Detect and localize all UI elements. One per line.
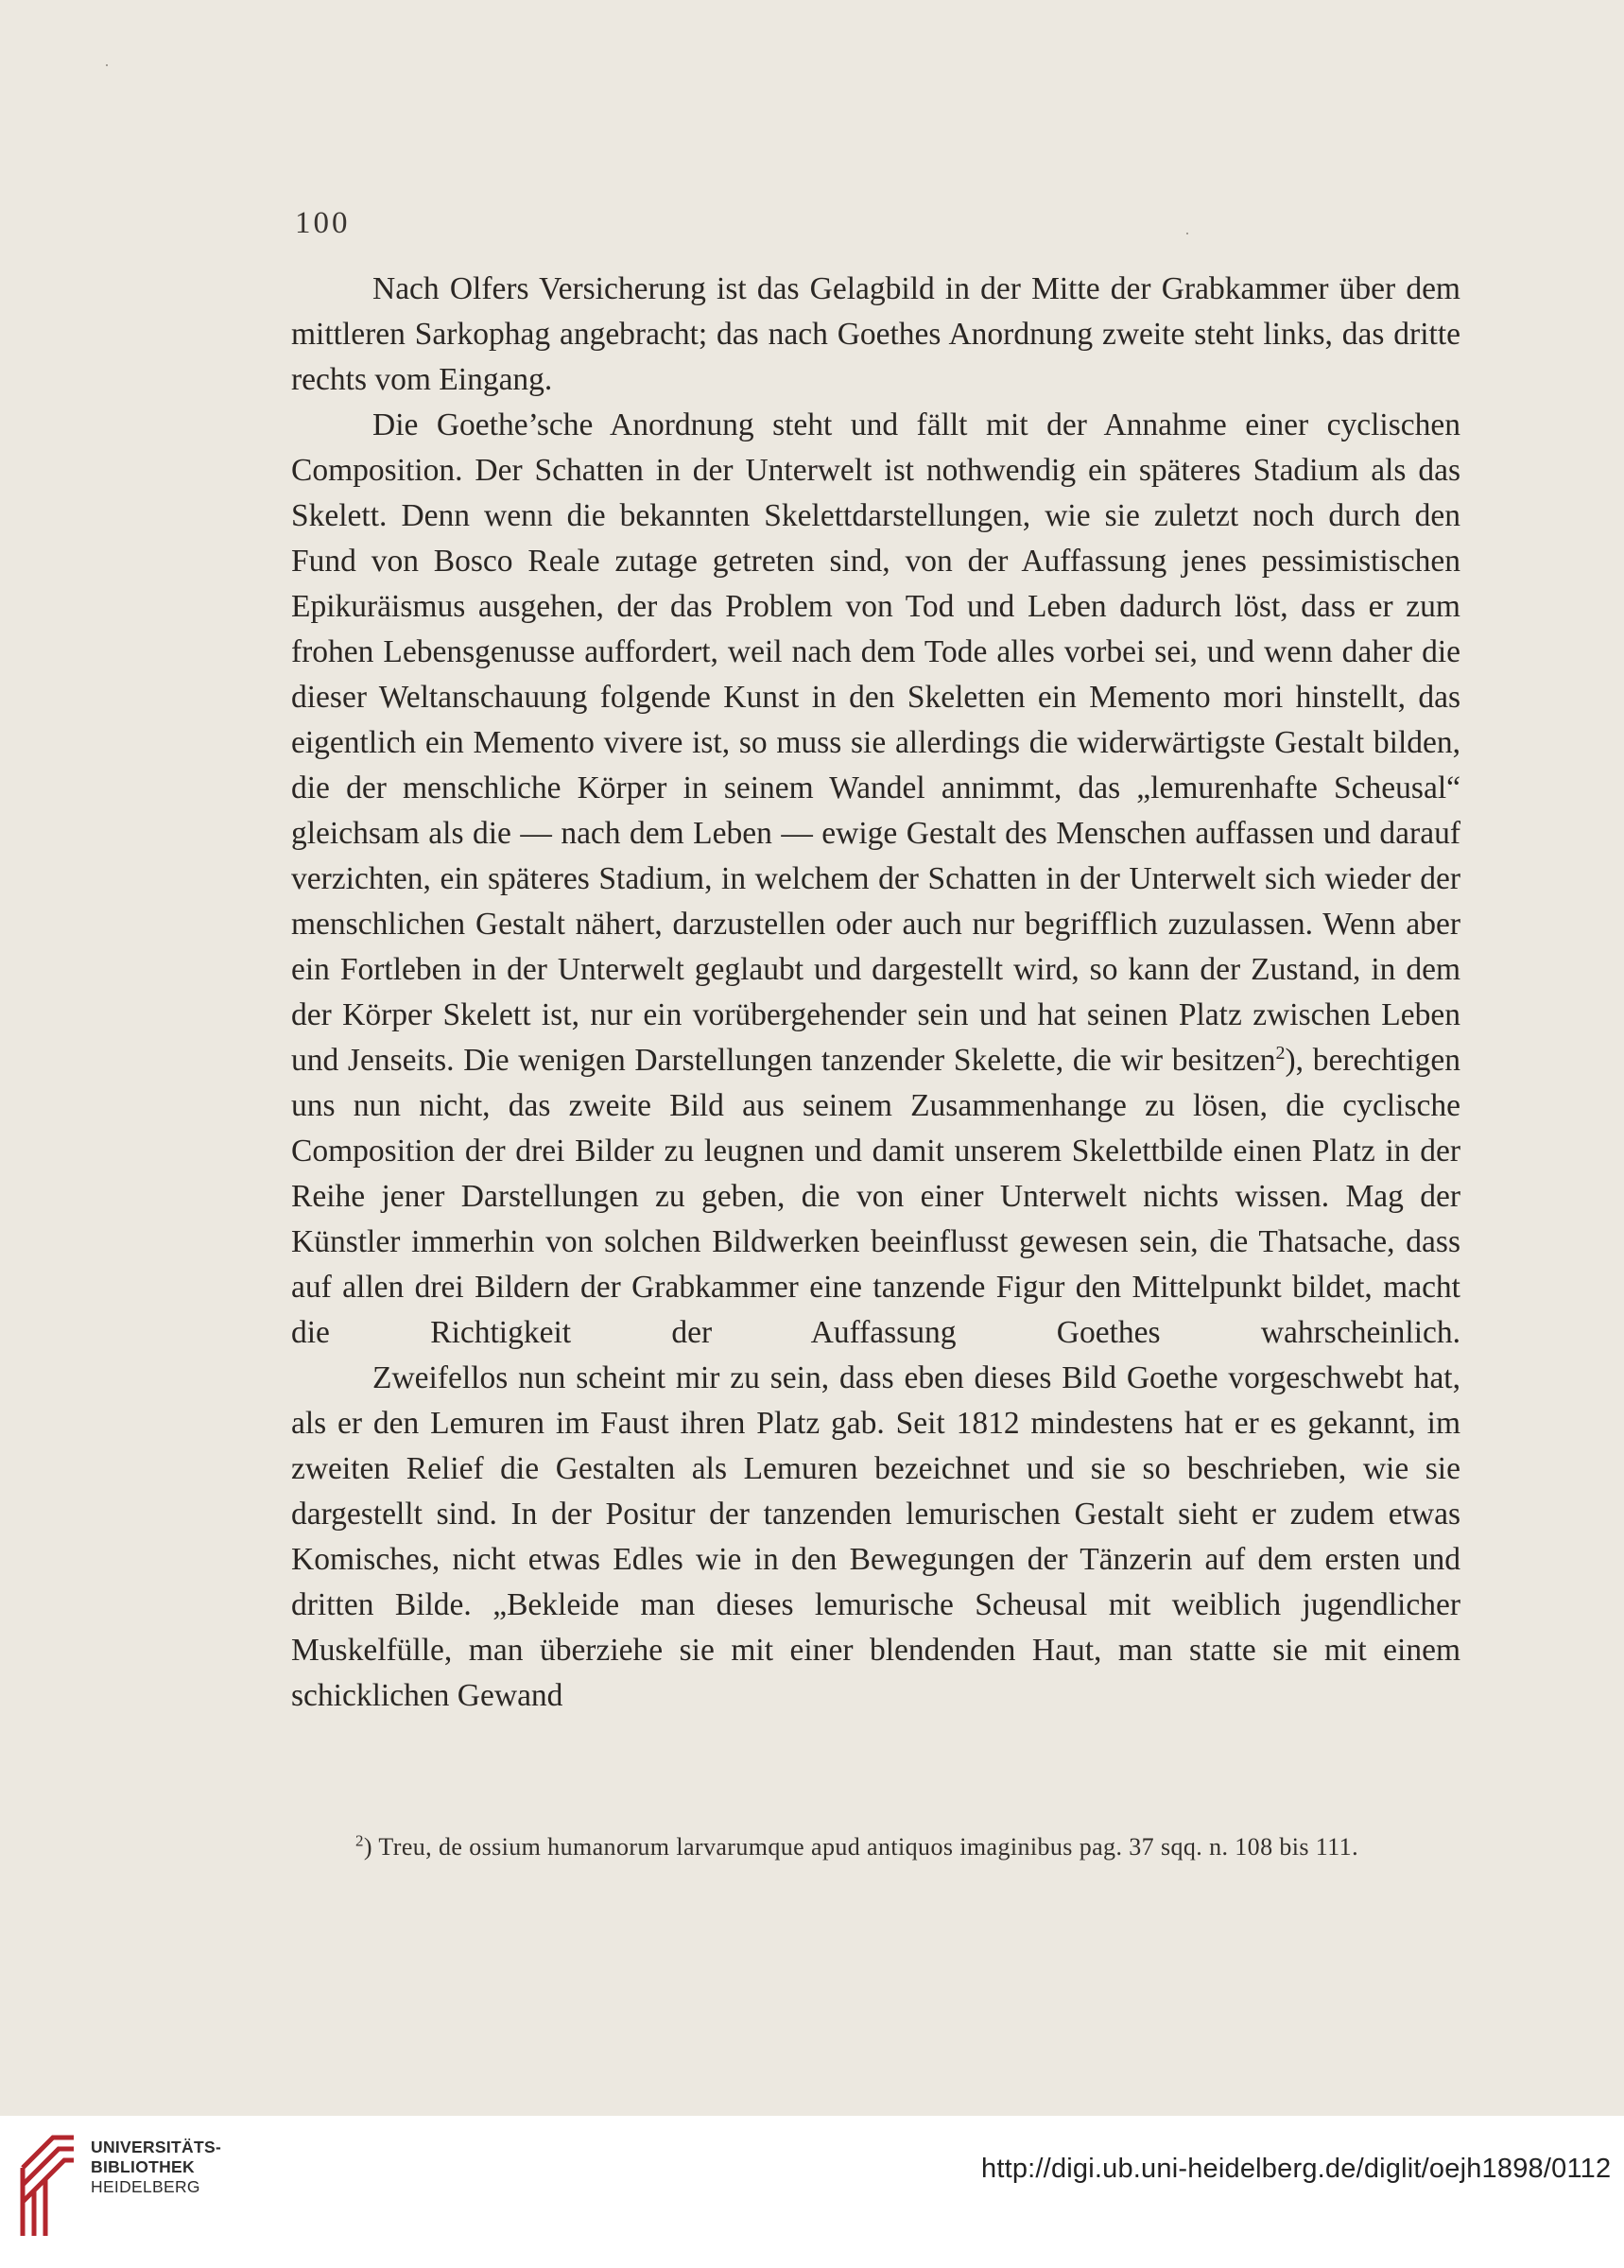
footnote-reference: 2 (1275, 1042, 1286, 1064)
footnote-marker: 2 (355, 1831, 364, 1850)
source-url-link[interactable]: http://digi.ub.uni-heidelberg.de/diglit/oejh1898/0112 (981, 2154, 1612, 2184)
body-text (291, 267, 1460, 1719)
library-name (91, 2138, 221, 2197)
library-name-line: HEIDELBERG (91, 2177, 200, 2196)
paragraph (291, 403, 1460, 1356)
scan-speck (1186, 233, 1188, 234)
paragraph: Zweifellos nun scheint mir zu sein, dass eben dieses Bild Goethe vorgeschwebt hat, als er den Lemuren im Faust ihren Platz gab. Seit 1812 mindestens hat er es gekannt, im zweiten Relief die Gestalten als Lemuren bezeichnet und sie so beschrieben, wie sie dargestellt sind. In der Positur der tanzenden lemurischen Gestalt sieht er zudem etwas Komisches, nicht etwas Edles wie in den Bewegungen der Tänzerin auf dem ersten und dritten Bilde. „Bekleide man dieses lemurische Scheusal mit weiblich jugendlicher Muskelfülle, man überziehe sie mit einer blendenden Haut, man statte sie mit einem schicklichen Gewand (291, 1360, 1460, 1713)
university-library-logo-icon (17, 2130, 79, 2242)
digitization-footer (0, 2116, 1624, 2268)
footnote-text: ) Treu, de ossium humanorum larvarumque apud antiquos imaginibus pag. 37 sqq. n. 108 bis 111. (363, 1833, 1358, 1861)
library-name-line: BIBLIOTHEK (91, 2157, 195, 2176)
page-number: 100 (295, 206, 351, 240)
paragraph: Nach Olfers Versicherung ist das Gelagbild in der Mitte der Grabkammer über dem mittleren Sarkophag angebracht; das nach Goethes Anordnung zweite steht links, das dritte rechts vom Eingang. (291, 271, 1460, 397)
footnote (291, 1831, 1460, 1863)
library-name-line: UNIVERSITÄTS- (91, 2138, 222, 2156)
paragraph-text: ), berechtigen uns nun nicht, das zweite Bild aus seinem Zusammenhange zu lösen, die cyclische Composition der drei Bilder zu leugnen und damit unserem Skelettbilde einen Platz in der Reihe jener Darstellungen zu geben, die von einer Unterwelt nichts wissen. Mag der Künstler immerhin von solchen Bildwerken beeinflusst gewesen sein, die Thatsache, dass auf allen drei Bildern der Grabkammer eine tanzende Figur den Mittelpunkt bildet, macht die Richtigkeit der Auffassung Goethes wahrscheinlich. (291, 1043, 1460, 1350)
paragraph-text: Die Goethe’sche Anordnung steht und fällt mit der Annahme einer cyclischen Composition. Der Schatten in der Unterwelt ist nothwendig ein späteres Stadium als das Skelett. Denn wenn die bekannten Skelettdarstellungen, wie sie zuletzt noch durch den Fund von Bosco Reale zutage getreten sind, von der Auffassung jenes pessimistischen Epikuräismus ausgehen, der das Problem von Tod und Leben dadurch löst, dass er zum frohen Lebensgenusse auffordert, weil nach dem Tode alles vorbei sei, und wenn daher die dieser Weltanschauung folgende Kunst in den Skeletten ein Memento mori hinstellt, das eigentlich ein Memento vivere ist, so muss sie allerdings die widerwärtigste Gestalt bilden, die der menschliche Körper in seinem Wandel annimmt, das „lemurenhafte Scheusal“ gleichsam als die — nach dem Leben — ewige Gestalt des Menschen auffassen und darauf verzichten, ein späteres Stadium, in welchem der Schatten in der Unterwelt sich wieder der menschlichen Gestalt nähert, darzustellen oder auch nur begrifflich zuzulassen. Wenn aber ein Fortleben in der Unterwelt geglaubt und dargestellt wird, so kann der Zustand, in dem der Körper Skelett ist, nur ein vorübergehender sein und hat seinen Platz zwischen Leben und Jenseits. Die wenigen Darstellungen tanzender Skelette, die wir besitzen (291, 407, 1460, 1078)
scan-speck (106, 64, 108, 66)
